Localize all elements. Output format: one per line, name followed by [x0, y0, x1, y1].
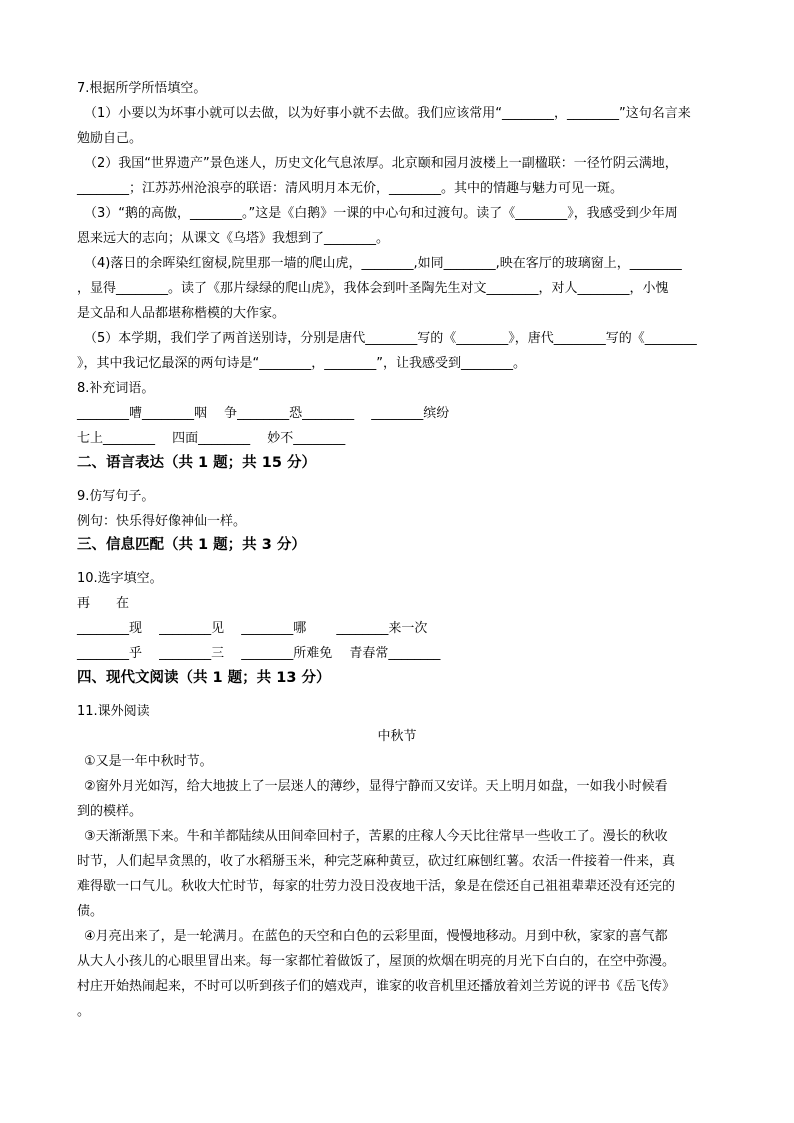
section-2-heading: 二、语言表达（共 1 题；共 15 分）: [77, 455, 316, 471]
q8-row2: 七上________ 四面________ 妙不________: [77, 431, 346, 446]
q7-part5-line1: （5）本学期，我们学了两首送别诗，分别是唐代________写的《________》，唐代________写的《________: [84, 331, 697, 346]
q7-part3-line1: （3）“鹅的高傲，________。”这是《白鹅》一课的中心句和过渡句。读了《________》，我感受到少年周: [84, 206, 678, 221]
passage-para3-line2: 时节，人们起早贪黑的，收了水稻掰玉米，种完芝麻种黄豆，砍过红麻刨红薯。农活一件接着一件来，真: [77, 854, 676, 869]
q8-row1: ________嘈________咽 争________恐________ ________缤纷: [77, 406, 450, 421]
q11-title: 11.课外阅读: [77, 704, 150, 719]
passage-para3-line1: ③天渐渐黑下来。牛和羊都陆续从田间牵回村子，苦累的庄稼人今天比往常早一些收工了。漫长的秋收: [84, 829, 668, 844]
q7-part4-line3: 是文品和人品都堪称楷模的大作家。: [77, 306, 286, 321]
passage-para3-line4: 债。: [77, 904, 104, 919]
passage-para4-line2: 从大人小孩儿的心眼里冒出来。每一家都忙着做饭了，屋顶的炊烟在明亮的月光下白白的，在空中弥漫。: [77, 954, 676, 969]
q9-example: 例句：快乐得好像神仙一样。: [77, 514, 247, 529]
passage-para4-line3: 村庄开始热闹起来，不时可以听到孩子们的嬉戏声，谁家的收音机里还播放着刘兰芳说的评书《岳飞传》: [77, 979, 676, 994]
q10-row1: ________现 ________见 ________哪 ________来一次: [77, 621, 428, 636]
passage-para2-line1: ②窗外月光如泻，给大地披上了一层迷人的薄纱，显得宁静而又安详。天上明月如盘，一如我小时候看: [84, 779, 668, 794]
q7-part2-line1: （2）我国“世界遗产”景色迷人，历史文化气息浓厚。北京颐和园月波楼上一副楹联：一径竹阴云满地，: [84, 156, 678, 171]
passage-para2-line2: 到的模样。: [77, 804, 143, 819]
section-3-heading: 三、信息匹配（共 1 题；共 3 分）: [77, 537, 306, 553]
q7-part4-line2: ，显得________。读了《那片绿绿的爬山虎》，我体会到叶圣陶先生对文________，对人________，小愧: [77, 281, 669, 296]
q7-part1-line2: 勉励自己。: [77, 131, 143, 146]
q9-title: 9.仿写句子。: [77, 489, 155, 504]
q7-part3-line2: 恩来远大的志向；从课文《乌塔》我想到了________。: [77, 231, 390, 246]
q7-part4-line1: （4)落日的余晖染红窗棂,院里那一墙的爬山虎，________,如同________,映在客厅的玻璃窗上，________: [84, 256, 682, 271]
q7-title: 7.根据所学所悟填空。: [77, 81, 207, 96]
q7-part2-line2: ________；江苏苏州沧浪亭的联语：清风明月本无价，________。其中的情趣与魅力可见一斑。: [77, 181, 624, 196]
passage-para1: ①又是一年中秋时节。: [84, 754, 213, 769]
section-4-heading: 四、现代文阅读（共 1 题；共 13 分）: [77, 670, 331, 686]
q10-row2: ________乎 ________三 ________所难免 青春常________: [77, 646, 441, 661]
q7-part5-line2: 》，其中我记忆最深的两句诗是“________，________”，让我感受到________。: [77, 356, 526, 371]
passage-title: 中秋节: [377, 729, 417, 744]
q8-title: 8.补充词语。: [77, 381, 155, 396]
q7-part1-line1: （1）小要以为坏事小就可以去做，以为好事小就不去做。我们应该常用“________，________”这句名言来: [84, 106, 691, 121]
passage-para3-line3: 难得歇一口气儿。秋收大忙时节，每家的壮劳力没日没夜地干活，象是在偿还自己祖祖辈辈还没有还完的: [77, 879, 676, 894]
passage-para4-line1: ④月亮出来了，是一轮满月。在蓝色的天空和白色的云彩里面，慢慢地移动。月到中秋，家家的喜气都: [84, 929, 668, 944]
q10-title: 10.选字填空。: [77, 571, 163, 586]
q10-options: 再 在: [77, 596, 130, 611]
passage-para4-line4: 。: [77, 1004, 91, 1019]
